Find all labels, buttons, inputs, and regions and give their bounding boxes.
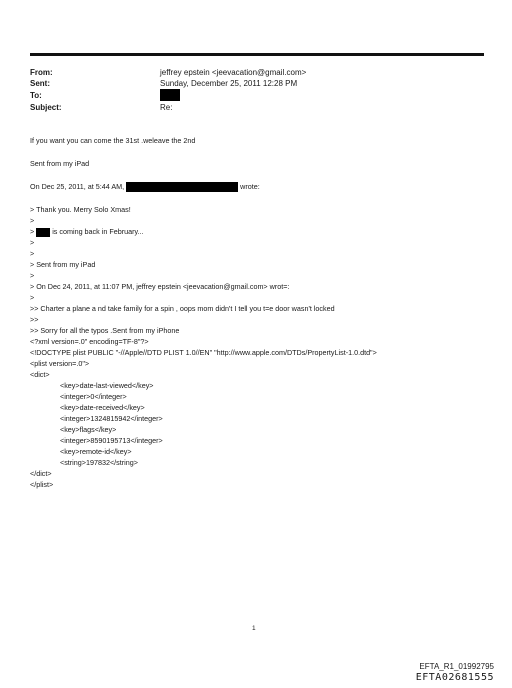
page-number: 1 xyxy=(252,625,256,632)
xml-line: <key>date-received</key> xyxy=(60,403,145,412)
to-label: To: xyxy=(30,91,42,100)
quoted-line: > Thank you. Merry Solo Xmas! xyxy=(30,205,131,214)
xml-line: <plist version=.0"> xyxy=(30,359,90,368)
to-value xyxy=(160,89,180,101)
body-text: On Dec 25, 2011, at 5:44 AM, xyxy=(30,182,125,191)
quoted-line: >> Charter a plane a nd take family for a spin , oops mom didn't I tell you t=e door wasn't locked xyxy=(30,304,335,313)
quoted-text: is coming back in February... xyxy=(52,227,144,236)
quoted-line: > xyxy=(30,216,35,225)
xml-line: <key>remote-id</key> xyxy=(60,447,132,456)
xml-line: <string>197832</string> xyxy=(60,458,138,467)
quoted-line: > xyxy=(30,271,35,280)
redaction-box xyxy=(126,182,238,192)
quoted-line xyxy=(30,227,144,237)
quoted-text: > xyxy=(30,227,35,236)
from-value: jeffrey epstein <jeevacation@gmail.com> xyxy=(160,68,307,77)
redaction-box xyxy=(36,228,50,237)
xml-line: <key>flags</key> xyxy=(60,425,117,434)
xml-line: </dict> xyxy=(30,469,52,478)
xml-line: <dict> xyxy=(30,370,50,379)
xml-line: <!DOCTYPE plist PUBLIC "-//Apple//DTD PLIST 1.0//EN" "http://www.apple.com/DTDs/PropertyList-1.0.dtd"> xyxy=(30,348,377,357)
sent-value: Sunday, December 25, 2011 12:28 PM xyxy=(160,79,298,88)
body-text: wrote: xyxy=(240,182,260,191)
redaction-box xyxy=(160,89,180,101)
xml-line: <key>date-last-viewed</key> xyxy=(60,381,154,390)
bates-stamp-secondary: EFTA02681555 xyxy=(415,672,494,683)
body-line xyxy=(30,182,260,192)
subject-label: Subject: xyxy=(30,103,62,112)
quoted-line: >> Sorry for all the typos .Sent from my iPhone xyxy=(30,326,180,335)
quoted-line: >> xyxy=(30,315,39,324)
quoted-line: > xyxy=(30,293,35,302)
body-line: If you want you can come the 31st .weleave the 2nd xyxy=(30,136,196,145)
xml-line: <integer>1324815942</integer> xyxy=(60,414,163,423)
subject-value: Re: xyxy=(160,103,173,112)
quoted-line: > xyxy=(30,238,35,247)
quoted-line: > xyxy=(30,249,35,258)
xml-line: <integer>8590195713</integer> xyxy=(60,436,163,445)
sent-label: Sent: xyxy=(30,79,50,88)
quoted-line: > Sent from my iPad xyxy=(30,260,96,269)
xml-line: <?xml version=.0" encoding=TF-8"?> xyxy=(30,337,149,346)
bates-stamp-primary: EFTA_R1_01992795 xyxy=(419,662,494,671)
xml-line: <integer>0</integer> xyxy=(60,392,127,401)
xml-line: </plist> xyxy=(30,480,54,489)
header-rule xyxy=(30,53,484,56)
quoted-line: > On Dec 24, 2011, at 11:07 PM, jeffrey epstein <jeevacation@gmail.com> wrot=: xyxy=(30,282,290,291)
from-label: From: xyxy=(30,68,53,77)
body-line: Sent from my iPad xyxy=(30,159,90,168)
